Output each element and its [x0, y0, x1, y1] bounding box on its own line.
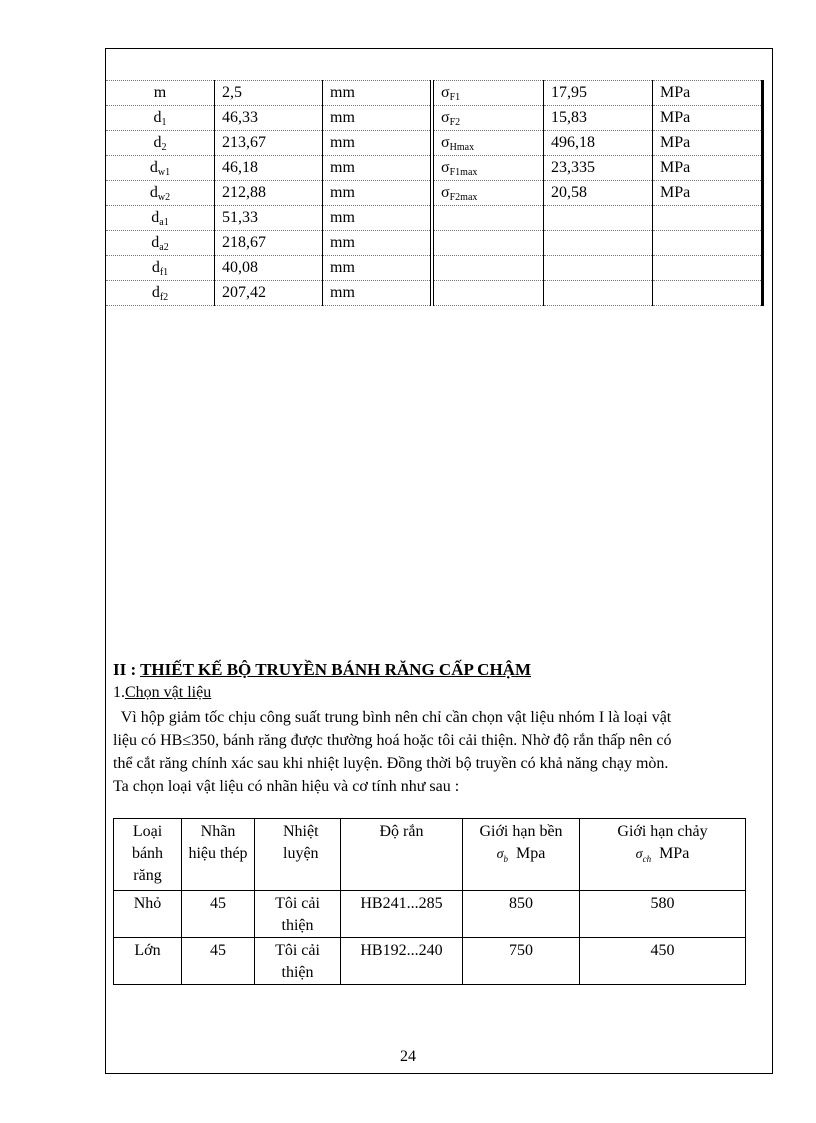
param-unit: mm	[323, 231, 433, 256]
stress-value	[544, 281, 653, 306]
stress-unit	[653, 231, 763, 256]
param-unit: mm	[323, 181, 433, 206]
param-unit: mm	[323, 106, 433, 131]
section-title: THIẾT KẾ BỘ TRUYỀN BÁNH RĂNG CẤP CHẬM	[140, 660, 531, 679]
subsection-title: Chọn vật liệu	[125, 684, 212, 701]
stress-value	[544, 231, 653, 256]
stress-value: 20,58	[544, 181, 653, 206]
stress-unit: MPa	[653, 181, 763, 206]
gear-parameters-table	[105, 80, 764, 306]
stress-symbol	[432, 281, 544, 306]
material-header-row	[114, 819, 746, 891]
stress-unit	[653, 256, 763, 281]
param-row	[106, 106, 763, 131]
stress-symbol: $\sigma_{F2max}$	[432, 181, 544, 206]
material-row-small	[114, 891, 746, 938]
param-symbol: $d_{a2}$	[106, 231, 215, 256]
stress-unit: MPa	[653, 81, 763, 106]
header-steel-grade: Nhãn hiệu thép	[182, 819, 255, 891]
stress-unit: MPa	[653, 106, 763, 131]
stress-symbol	[432, 231, 544, 256]
cell-heat: Tôi cải thiện	[255, 891, 341, 938]
cell-type: Nhỏ	[114, 891, 182, 938]
stress-symbol: $\sigma_{F2}$	[432, 106, 544, 131]
stress-unit: MPa	[653, 156, 763, 181]
param-symbol: $d_{f1}$	[106, 256, 215, 281]
section-prefix: II :	[113, 660, 141, 679]
stress-symbol: $\sigma_{Hmax}$	[432, 131, 544, 156]
param-value: 207,42	[215, 281, 323, 306]
stress-symbol: $\sigma_{F1max}$	[432, 156, 544, 181]
param-symbol: $d_1$	[106, 106, 215, 131]
stress-symbol	[432, 206, 544, 231]
param-unit: mm	[323, 131, 433, 156]
stress-value: 15,83	[544, 106, 653, 131]
cell-steel: 45	[182, 938, 255, 985]
param-value: 46,18	[215, 156, 323, 181]
stress-value: 23,335	[544, 156, 653, 181]
param-symbol: $d_{w2}$	[106, 181, 215, 206]
param-unit: mm	[323, 206, 433, 231]
param-value: 213,67	[215, 131, 323, 156]
param-row	[106, 206, 763, 231]
param-unit: mm	[323, 156, 433, 181]
section-heading	[113, 660, 531, 680]
param-symbol: $d_{a1}$	[106, 206, 215, 231]
param-symbol: $d_{f2}$	[106, 281, 215, 306]
param-unit: mm	[323, 81, 433, 106]
param-row	[106, 281, 763, 306]
param-value: 40,08	[215, 256, 323, 281]
param-value: 46,33	[215, 106, 323, 131]
stress-symbol: $\sigma_{F1}$	[432, 81, 544, 106]
cell-hardness: HB241...285	[341, 891, 463, 938]
param-value: 2,5	[215, 81, 323, 106]
stress-unit: MPa	[653, 131, 763, 156]
subsection-number: 1.	[113, 684, 125, 701]
param-unit: mm	[323, 256, 433, 281]
material-paragraph	[113, 706, 773, 798]
header-gear-type: Loại bánh răng	[114, 819, 182, 891]
cell-hardness: HB192...240	[341, 938, 463, 985]
cell-heat: Tôi cải thiện	[255, 938, 341, 985]
stress-unit	[653, 206, 763, 231]
param-symbol: $d_{w1}$	[106, 156, 215, 181]
paragraph-line: liệu có HB≤350, bánh răng được thường hoá hoặc tôi cải thiện. Nhờ độ rắn thấp nên có	[113, 732, 672, 749]
param-row	[106, 181, 763, 206]
cell-tensile: 850	[463, 891, 580, 938]
cell-type: Lớn	[114, 938, 182, 985]
param-unit: mm	[323, 281, 433, 306]
stress-value: 17,95	[544, 81, 653, 106]
stress-value	[544, 206, 653, 231]
header-tensile-limit: Giới hạn bền $\sigma_b$ Mpa	[463, 819, 580, 891]
cell-steel: 45	[182, 891, 255, 938]
param-row	[106, 156, 763, 181]
param-row	[106, 231, 763, 256]
stress-symbol	[432, 256, 544, 281]
header-heat-treatment: Nhiệt luyện	[255, 819, 341, 891]
param-symbol: $d_2$	[106, 131, 215, 156]
param-row	[106, 256, 763, 281]
param-symbol: m	[106, 81, 215, 106]
paragraph-line: thể cắt răng chính xác sau khi nhiệt luyện. Đồng thời bộ truyền có khả năng chạy mòn.	[113, 755, 669, 772]
cell-tensile: 750	[463, 938, 580, 985]
cell-yield: 450	[580, 938, 746, 985]
material-row-large	[114, 938, 746, 985]
page-number: 24	[400, 1048, 416, 1065]
subsection-heading	[113, 684, 211, 702]
cell-yield: 580	[580, 891, 746, 938]
header-hardness: Độ rắn	[341, 819, 463, 891]
stress-value	[544, 256, 653, 281]
param-row	[106, 81, 763, 106]
param-value: 218,67	[215, 231, 323, 256]
stress-value: 496,18	[544, 131, 653, 156]
param-row	[106, 131, 763, 156]
paragraph-line: Ta chọn loại vật liệu có nhãn hiệu và cơ tính như sau :	[113, 778, 460, 795]
param-value: 212,88	[215, 181, 323, 206]
header-yield-limit: Giới hạn chảy $\sigma_{ch}$ MPa	[580, 819, 746, 891]
material-table	[113, 818, 746, 985]
paragraph-line: Vì hộp giảm tốc chịu công suất trung bình nên chỉ cần chọn vật liệu nhóm I là loại vật	[113, 709, 672, 726]
param-value: 51,33	[215, 206, 323, 231]
stress-unit	[653, 281, 763, 306]
